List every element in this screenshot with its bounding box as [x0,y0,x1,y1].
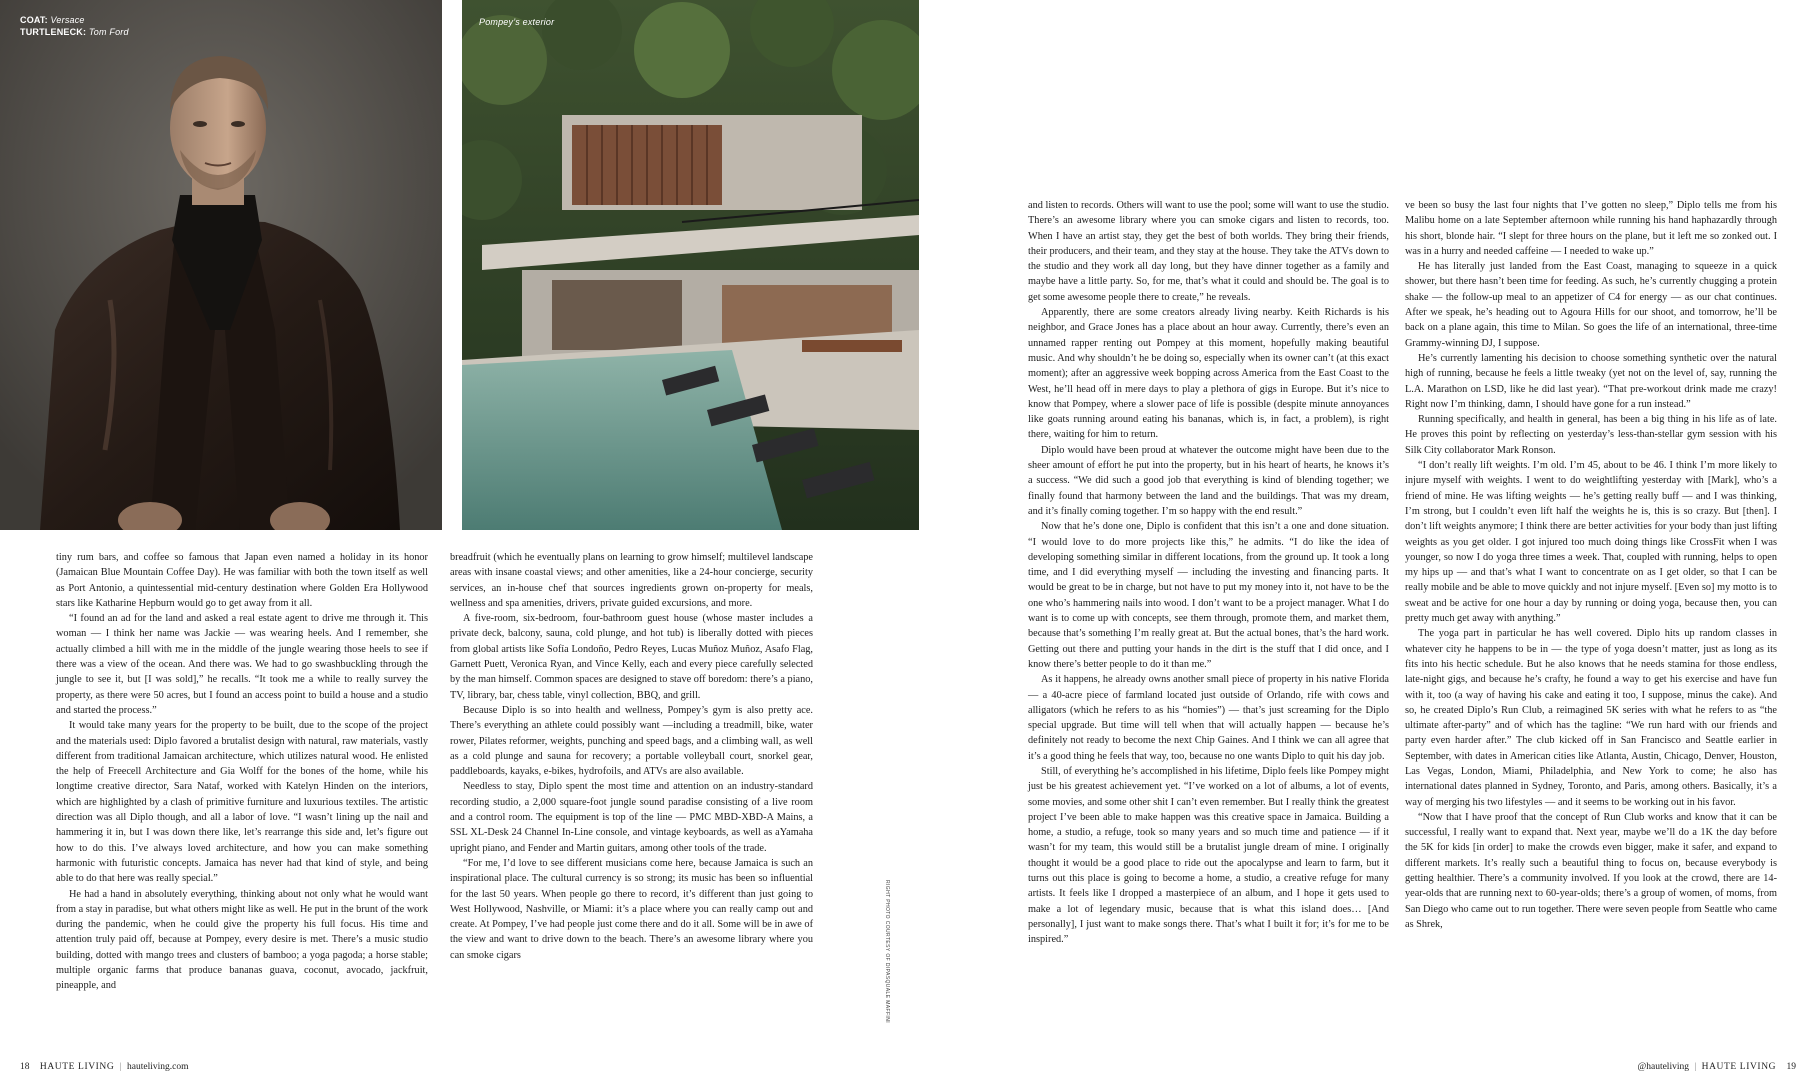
article-column-2 [450,550,813,963]
caption-coat-label: COAT: [20,15,48,25]
paragraph: Running specifically, and health in general, has been a big thing in his life as of late. He proves this point by reflecting on yesterday’s less-than-stellar gym session with his Silk City collaborator Mark Ronson. [1405,414,1777,456]
paragraph: and listen to records. Others will want to use the pool; some will want to use the studio. There’s an awesome library where you can smoke cigars and listen to records, too. When I have an artist stay, they get the best of both worlds. They bring their friends, their producers, and their team, and they stay at the house. They take the ATVs down to the studio and they work all day long, but they have dinner together as a family and maybe have a little party. So, for me, that’s what it could and should be. The goal is to get some awesome people there to create,” he reveals. [1028,200,1389,303]
paragraph: He has literally just landed from the East Coast, managing to squeeze in a quick shower, but there hasn’t been time for feeding. As such, he’s currently chugging a protein shake — the follow-up meal to an appetizer of C4 for energy — as our chat continues. After we speak, he’s heading out to Agoura Hills for our shoot, and tomorrow, he’ll be back on a plane again, this time to Milan. So goes the life of an international, three-time Grammy-winning DJ, I suppose. [1405,261,1777,349]
paragraph: As it happens, he already owns another small piece of property in his native Florida — a 40-acre piece of farmland located just outside of Orlando, rife with cows and alligators (which he refers to as his “homies”) — that’s just screaming for the Diplo special upgrade. But time will tell when that will actually happen — because he’s definitely not ready to become the next Chip Gaines. And I think we can all agree that it’s a good thing he feels that way, too, because no one wants Diplo to quit his day job. [1028,674,1389,762]
page-number-left: 18 [20,1062,30,1072]
paragraph: Needless to stay, Diplo spent the most time and attention on an industry-standard recording studio, a 2,000 square-foot jungle sound paradise consisting of a live room and a control room. The equipment is top of the line — PMC MBD-XBD-A Mains, a SSL XL-Desk 24 Channel In-Line console, and vintage keyboards, as well as aYamaha upright piano, and Fender and Martin guitars, among other tools of the trade. [450,781,813,854]
caption-coat-line [20,14,129,26]
paragraph: tiny rum bars, and coffee so famous that Japan even named a holiday in its honor (Jamaican Blue Mountain Coffee Day). He was familiar with both the town itself as well as Port Antonio, a quintessential mid-century destination where Golden Era Hollywood stars like Katharine Hepburn would go to get away from it all. [56,552,428,609]
article-column-1 [56,550,428,994]
paragraph: Diplo would have been proud at whatever the outcome might have been due to the sheer amount of effort he put into the property, but in his heart of hearts, he knows it’s a success. “We did such a good job that everything is kind of blending together; we finally found that harmony between the land and the buildings. That was my dream, and it’s finally coming together. I’m so happy with the end result.” [1028,444,1389,517]
paragraph: Apparently, there are some creators already living nearby. Keith Richards is his neighbor, and Grace Jones has a place about an hour away. Currently, there’s even an unnamed rapper renting out Pompey at this moment, hopefully making beautiful music. And why shouldn’t he be doing so, especially when its owner can’t (at this exact moment); after an aggressive week bopping across America from the East Coast to the West, he’ll head off in mere days to play a plethora of gigs in Europe. But it’s nice to know that Pompey, where a slower pace of life is possible (despite minute annoyances like goats running around eating his bananas, which is, in fact, a problem), is right there, waiting for him to return. [1028,307,1389,441]
article-column-4 [1405,198,1777,932]
photo-credit-text: RIGHT PHOTO COURTESY OF DIPASQUALE MAFFINI [884,880,890,1024]
paragraph: “Now that I have proof that the concept of Run Club works and know that it can be successful, I really want to expand that. Next year, maybe we’ll do a 1K the day before the 5K for kids [in order] to make the crowds even bigger, make it safer, and expand to different markets. It’s really such a beautiful thing to focus on, because everybody is getting healthier. There’s a community involved. If you look at the crowd, there are 14-year-olds that are running next to 60-year-olds; there’s a group of women, of moms, from San Diego who came out to run together. There were seven people from Seattle who came as Shrek, [1405,811,1777,930]
exterior-caption: Pompey’s exterior [479,17,555,27]
photo-credit [880,880,892,1040]
article-column-3 [1028,198,1389,948]
paragraph: ve been so busy the last four nights that I’ve gotten no sleep,” Diplo tells me from his Malibu home on a late September afternoon while running his hand haphazardly through his short, blonde hair. “I slept for three hours on the plane, but it left me so zonked out. I was in a hurry and needed caffeine — I needed to wake up.” [1405,200,1777,257]
paragraph: The yoga part in particular he has well covered. Diplo hits up random classes in whatever city he happens to be in — the type of yoga doesn’t matter, just as long as its fits into his hectic schedule. But he also knows that he needs stamina for those endless, late-night gigs, and because he’s crafty, he found a way to get his exercise and have fun with it, too (a way of having his cake and eating it too, I suppose, minus the cake). And so, he created Diplo’s Run Club, a reimagined 5K series with what he refers to as “the ultimate after-party” and of which has the tagline: “We run hard with our friends and party even harder after.” The club kicked off in San Francisco and Seattle earlier in September, with dates in American cities like Atlanta, Austin, Chicago, Denver, Houston, Las Vegas, London, Miami, Philadelphia, and New York to come; he also has international dates planned in Sydney, Toronto, and Paris, among others. Basically, it’s a way of merging his two lifestyles — and it seems to be working out in his favor. [1405,628,1777,808]
exterior-photo [462,0,919,530]
footer-site: hauteliving.com [127,1062,189,1072]
caption-turtleneck-value: Tom Ford [88,27,129,37]
footer-separator-right: | [1694,1062,1697,1072]
portrait-caption [20,14,129,38]
paragraph: breadfruit (which he eventually plans on learning to grow himself; multilevel landscape areas with insane coastal views; and other amenities, like a 24-hour concierge, security services, an in-house chef that sources ingredients grown on-property for meals, wellness and spa amenities, drivers, private guided excursions, and more. [450,552,813,609]
footer-separator-left: | [119,1062,122,1072]
footer-handle: @hauteliving [1637,1062,1689,1072]
paragraph: Now that he’s done one, Diplo is confident that this isn’t a one and done situation. “I would love to do more projects like this,” he admits. “I do like the idea of developing something similar in different locations, from the ground up. It took a long time, and I did everything myself — including the investing and financing parts. It would be great to be in charge, but not have to put my money into it, not have to be the one who’s hammering nails into wood. I don’t want to be a project manager. What I do want is to come up with concepts, see them through, promote them, and market them, because that’s something I’m really great at. But the actual bones, that’s the hard work. Getting out there and putting your hands in the dirt is the stuff that I did once, and I know there’s better people to do it than me.” [1028,521,1389,670]
footer-brand-left: HAUTE LIVING [39,1062,115,1072]
paragraph: A five-room, six-bedroom, four-bathroom guest house (whose master includes a private deck, balcony, sauna, cold plunge, and hot tub) is liberally dotted with pieces from global artists like Sofía Londoño, Pedro Reyes, Lucas Muñoz Muñoz, Asafo Flag, Garnett Puett, Veronica Ryan, and Vince Kelly, each and every piece carefully selected by the man himself. Common spaces are designed to stave off boredom: there’s a piano, TV, library, bar, chess table, vinyl collection, BBQ, and grill. [450,613,813,701]
caption-coat-value: Versace [50,15,85,25]
footer-left [20,1062,189,1072]
paragraph: He’s currently lamenting his decision to choose something synthetic over the natural high of running, because he feels a little tweaky (yet not on the level of, say, running the L.A. Marathon on LSD, like he did last year). “That pre-workout drink made me crazy! Right now I’m thinking, damn, I should have gone for a run instead.” [1405,352,1777,410]
portrait-illustration [0,0,442,530]
exterior-illustration [462,0,919,530]
paragraph: “I found an ad for the land and asked a real estate agent to drive me through it. This woman — I think her name was Jackie — was wearing heels. And I remember, she actually climbed a hill with me in the middle of the jungle wearing those heels to see if there was a view of the ocean. And there was. We had to go swashbuckling through the jungle to see it, but [I was sold],” he recalls. “It took me a while to really survey the property, as there were 50 acres, but I found an access point to build a house and a studio and started the process.” [56,613,428,716]
paragraph: He had a hand in absolutely everything, thinking about not only what he would want from a stay in paradise, but what others might like as well. He put in the brunt of the work during the pandemic, when he could give the property his full focus. His time and attention truly paid off, because at Pompey, every desire is met. There’s a music studio building, dotted with mango trees and clusters of bamboo; a yoga pagoda; a horse stable; multiple organic farms that produce bananas guava, coconut, avocado, jackfruit, pineapple, and [56,888,428,992]
paragraph: “I don’t really lift weights. I’m old. I’m 45, about to be 46. I think I’m more likely to injure myself with weights. I went to do weightlifting yesterday with [Mark], who’s a friend of mine. He was lifting weights — he’s getting really buff — and I was thinking, I’m strong, but I couldn’t even lift half the weights he is, this is so crazy. But [then]. I don’t lift weights anymore; I think there are better activities for your body than just lifting weights as you get older. I got injured too much doing things like CrossFit when I was younger, so now I do yoga three times a week. That, coupled with running, helps to open my hips up — and that’s what I want to concentrate on as I get older, so that I can be really mobile and be able to move quickly and not injure myself. [Even so] my motto is to sweat and be active for one hour a day by running or doing yoga, because then, you can pretty much get away with anything.” [1405,460,1777,625]
portrait-photo [0,0,442,530]
paragraph: Still, of everything he’s accomplished in his lifetime, Diplo feels like Pompey might just be his greatest achievement yet. “I’ve worked on a lot of albums, a lot of events, some movies, and some other shit I can’t even remember. But I really think the greatest project I’ve been able to make happen was this creative space in Jamaica. Building a home, a studio, a refuge, took so many years and so much time and patience — if it wasn’t for my team, this would still be a brutalist jungle dream of mine. I originally thought it would be a good place to ride out the apocalypse and learn to farm, but it turns out this place is going to become a home, a studio, a creative refuge for many artists. It feels like I dropped a masterpiece of an album, and I hope it gets used to make a lot of legendary music, because that is what this island does… [And personally], I just want to make songs there. That’s what I built it for; it’s for me to be inspired.” [1028,765,1389,946]
caption-turtleneck-line [20,26,129,38]
paragraph: Because Diplo is so into health and wellness, Pompey’s gym is also pretty ace. There’s everything an athlete could possibly want —including a treadmill, bike, water rower, Pilates reformer, weights, punching and speed bags, and a climbing wall, as well as a cold plunge and sauna for recovery; a portable volleyball court, snorkel gear, paddleboards, kayaks, e-bikes, hydrofoils, and ATVs are also available. [450,704,813,778]
footer-right [1637,1062,1796,1072]
footer-brand-right: HAUTE LIVING [1701,1062,1777,1072]
page-number-right: 19 [1786,1062,1796,1072]
caption-turtleneck-label: TURTLENECK: [20,27,87,37]
paragraph: “For me, I’d love to see different musicians come here, because Jamaica is such an inspirational place. The cultural currency is so strong; its music has been so influential for the last 50 years. When people go there to record, it’s different than just going to West Hollywood, Nashville, or Miami: it’s a place where you can really camp out and create. At Pompey, I’ve had people just come there and do it all. Some will be in awe of the view and want to drive down to the beach. There’s an awesome library where you can smoke cigars [450,857,813,961]
paragraph: It would take many years for the property to be built, due to the scope of the project and the materials used: Diplo favored a brutalist design with natural, raw materials, vastly different from traditional Jamaican architecture, which utilizes natural wood. He enlisted the help of Freecell Architecture and Gia Wolff for the bones of the home, while his longtime creative director, Sara Nataf, worked with Katelyn Hinden on the interiors, which are highlighted by a clash of primitive furniture and luxurious textiles. The artistic direction was all Diplo though, and all a labor of love. “I wasn’t lining up the nail and hammering it in, but I was down there like, let’s rearrange this side and, let’s figure out how to do this. I’ve always loved architecture, and how you can make something harmonic with futuristic concepts. Jamaica has never had that kind of style, and being able to do that here was really special.” [56,720,428,885]
